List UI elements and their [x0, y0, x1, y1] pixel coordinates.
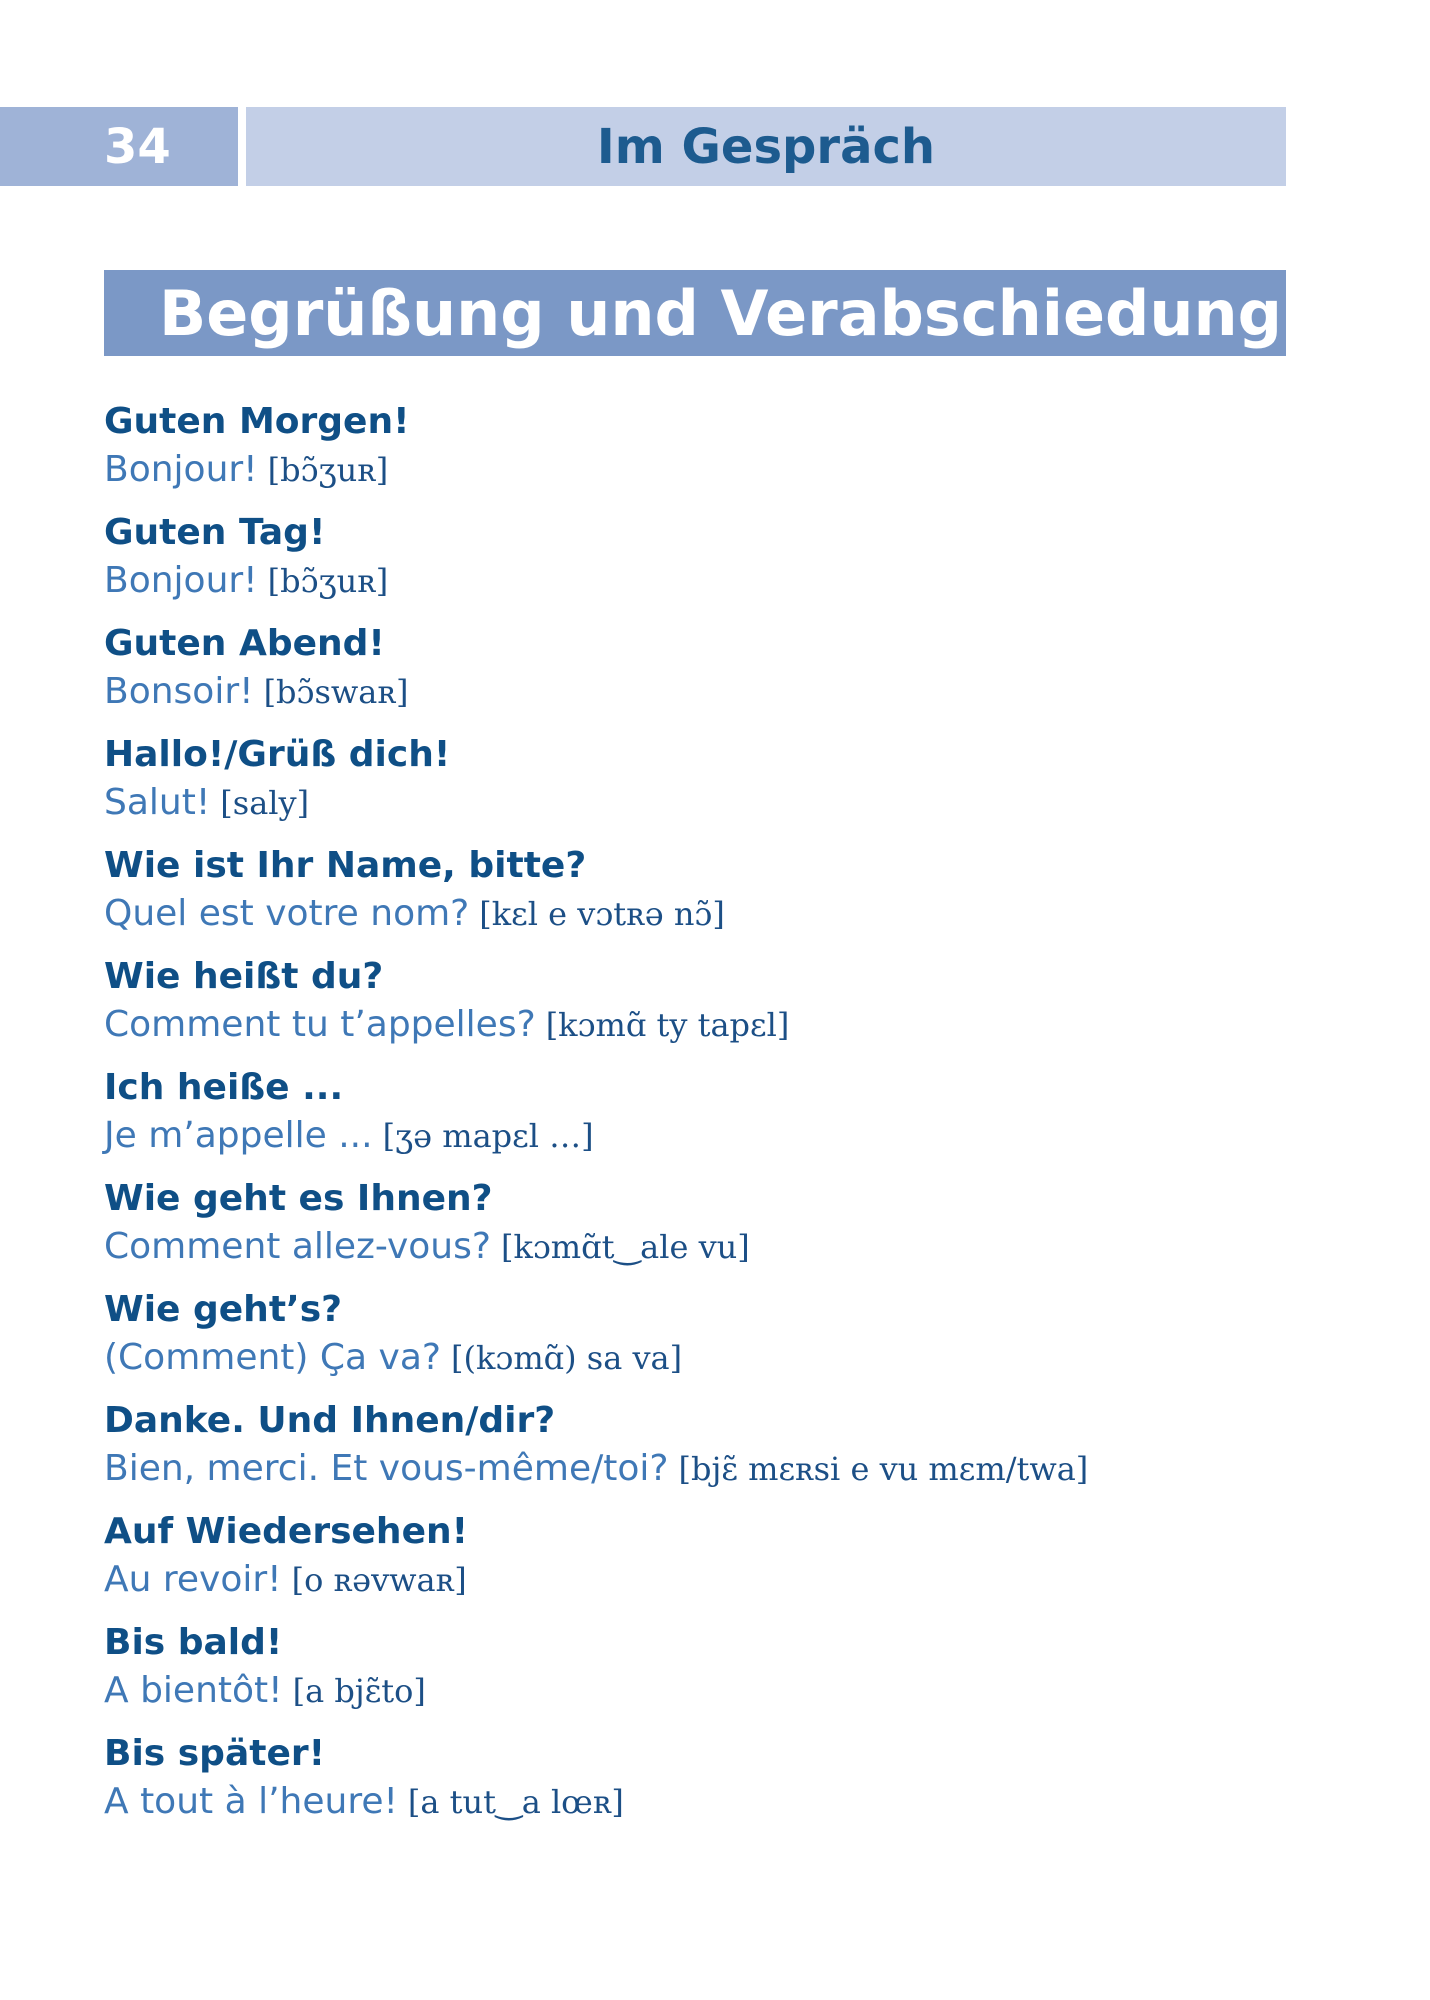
phrase-entry — [104, 1064, 1284, 1175]
french-phrase: A bientôt! — [104, 1670, 283, 1711]
phrase-entry — [104, 620, 1284, 731]
pronunciation: [kɔmɑ̃ ty tapɛl] — [545, 1006, 790, 1044]
german-phrase: Guten Morgen! — [104, 401, 410, 442]
phrase-entry — [104, 398, 1284, 509]
section-banner — [104, 270, 1286, 356]
phrase-entry — [104, 731, 1284, 842]
phrase-entry — [104, 1397, 1284, 1508]
french-phrase: Au revoir! — [104, 1559, 282, 1600]
page-number-box — [0, 107, 238, 186]
french-line — [104, 1112, 1284, 1160]
chapter-title: Im Gespräch — [596, 118, 936, 175]
phrase-entry — [104, 1619, 1284, 1730]
phrase-entry — [104, 842, 1284, 953]
german-phrase: Hallo!/Grüß dich! — [104, 734, 451, 775]
french-phrase: Bonsoir! — [104, 671, 254, 712]
german-phrase: Bis später! — [104, 1733, 326, 1774]
german-phrase: Ich heiße ... — [104, 1067, 344, 1108]
german-phrase: Danke. Und Ihnen/dir? — [104, 1400, 556, 1441]
french-line — [104, 1778, 1284, 1826]
phrase-entry — [104, 1175, 1284, 1286]
german-phrase: Bis bald! — [104, 1622, 283, 1663]
german-phrase: Wie ist Ihr Name, bitte? — [104, 845, 587, 886]
german-phrase: Auf Wiedersehen! — [104, 1511, 469, 1552]
french-phrase: Je m’appelle ... — [104, 1115, 373, 1156]
phrase-entry — [104, 509, 1284, 620]
french-line — [104, 1001, 1284, 1049]
french-line — [104, 1334, 1284, 1382]
french-line — [104, 1667, 1284, 1715]
french-phrase: Bien, merci. Et vous-même/toi? — [104, 1448, 669, 1489]
pronunciation: [a tut‿a lœʀ] — [407, 1783, 624, 1821]
german-phrase: Wie geht’s? — [104, 1289, 343, 1330]
pronunciation: [bɔ̃swaʀ] — [263, 673, 409, 711]
french-phrase: Comment tu t’appelles? — [104, 1004, 536, 1045]
pronunciation: [kɛl e vɔtʀə nɔ̃] — [479, 895, 725, 933]
pronunciation: [bjɛ̃ mɛʀsi e vu mɛm/twa] — [678, 1450, 1089, 1488]
pronunciation: [a bjɛ̃to] — [292, 1672, 426, 1710]
french-phrase: Salut! — [104, 782, 211, 823]
german-phrase: Wie heißt du? — [104, 956, 384, 997]
pronunciation: [bɔ̃ʒuʀ] — [267, 562, 389, 600]
french-line — [104, 557, 1284, 605]
german-phrase: Wie geht es Ihnen? — [104, 1178, 493, 1219]
french-line — [104, 1445, 1284, 1493]
french-phrase: Bonjour! — [104, 449, 258, 490]
french-phrase: Comment allez-vous? — [104, 1226, 491, 1267]
french-phrase: (Comment) Ça va? — [104, 1337, 442, 1378]
french-phrase: A tout à l’heure! — [104, 1781, 398, 1822]
french-line — [104, 779, 1284, 827]
pronunciation: [(kɔmɑ̃) sa va] — [451, 1339, 683, 1377]
phrase-entry — [104, 1286, 1284, 1397]
french-line — [104, 1223, 1284, 1271]
pronunciation: [bɔ̃ʒuʀ] — [267, 451, 389, 489]
phrase-entry — [104, 953, 1284, 1064]
pronunciation: [ʒə mapɛl …] — [382, 1117, 594, 1155]
french-line — [104, 446, 1284, 494]
french-line — [104, 1556, 1284, 1604]
section-title: Begrüßung und Verabschiedung — [159, 276, 1283, 350]
german-phrase: Guten Tag! — [104, 512, 326, 553]
pronunciation: [kɔmɑ̃t‿ale vu] — [500, 1228, 750, 1266]
french-phrase: Quel est votre nom? — [104, 893, 470, 934]
pronunciation: [o ʀəvwaʀ] — [291, 1561, 467, 1599]
phrase-list — [104, 398, 1284, 1841]
french-phrase: Bonjour! — [104, 560, 258, 601]
chapter-header — [246, 107, 1286, 186]
page-number: 34 — [104, 118, 171, 175]
phrase-entry — [104, 1508, 1284, 1619]
pronunciation: [saly] — [220, 784, 310, 822]
phrase-entry — [104, 1730, 1284, 1841]
french-line — [104, 890, 1284, 938]
french-line — [104, 668, 1284, 716]
german-phrase: Guten Abend! — [104, 623, 385, 664]
